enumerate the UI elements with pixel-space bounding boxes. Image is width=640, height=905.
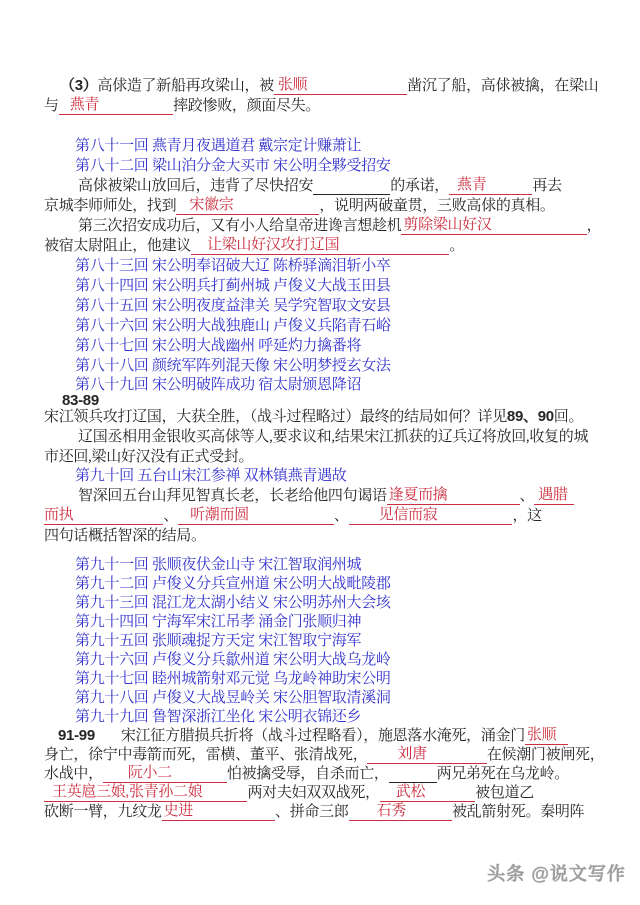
text-run: 宋江征方腊损兵折将（战斗过程略看），施恩落水淹死，涌金门 xyxy=(120,728,525,744)
text-line xyxy=(75,276,391,296)
text-run: 被宿太尉阻止，他建议 xyxy=(44,238,192,254)
text-line xyxy=(75,136,361,156)
text-run: 京城李师师处，找到 xyxy=(44,198,177,214)
text-line xyxy=(44,96,320,116)
answer-blank: 遇腊 xyxy=(534,486,573,505)
text-line xyxy=(44,745,604,765)
text-line xyxy=(58,726,568,746)
text-run: 83-89 xyxy=(62,392,99,409)
chapter-title: 第九十四回 宁海军宋江吊孝 涌金门张顺归神 xyxy=(75,614,362,630)
text-line xyxy=(44,407,583,427)
watermark-source-label: 头条 xyxy=(487,864,532,884)
text-line xyxy=(44,526,206,546)
chapter-title: 第八十四回 宋公明兵打蓟州城 卢俊义大战玉田县 xyxy=(75,278,391,294)
text-line xyxy=(44,783,534,803)
answer-blank: 燕青 xyxy=(449,176,532,195)
text-line xyxy=(78,216,601,236)
answer-blank: 石秀 xyxy=(349,802,452,821)
text-line xyxy=(44,802,584,822)
text-line xyxy=(75,574,391,594)
text-line xyxy=(60,76,598,96)
text-run: 被包道乙 xyxy=(475,785,534,801)
text-run: 两兄弟死在乌龙岭。 xyxy=(436,766,569,782)
chapter-title: 第九十回 五台山宋江参禅 双林镇燕青遇故 xyxy=(75,468,347,484)
text-run: 的承诺， xyxy=(390,178,450,194)
text-line xyxy=(75,316,391,336)
text-line xyxy=(75,375,361,395)
answer-blank: 刘唐 xyxy=(367,745,486,764)
text-line xyxy=(75,593,391,613)
spacer xyxy=(95,726,121,744)
answer-blank: 逢夏而擒 xyxy=(387,486,520,505)
text-run: 、 xyxy=(163,508,179,524)
text-run: 91-99 xyxy=(58,727,95,744)
answer-blank: 张顺 xyxy=(525,726,568,745)
text-line xyxy=(75,612,361,632)
text-run: （3） xyxy=(60,77,98,94)
text-line xyxy=(75,296,391,316)
text-line xyxy=(75,669,391,689)
text-line xyxy=(75,336,361,356)
text-run: 被乱箭射死。秦明阵 xyxy=(451,804,585,820)
text-run: 、 xyxy=(519,488,535,504)
text-line xyxy=(44,196,555,216)
answer-blank: 王英扈三娘,张青孙二娘 xyxy=(44,783,247,802)
text-run: 四句话概括智深的结局。 xyxy=(44,528,206,544)
text-run: 、 xyxy=(333,508,349,524)
text-run: 再去 xyxy=(532,178,562,194)
text-run: ，这 xyxy=(512,508,542,524)
answer-blank: 武松 xyxy=(380,783,475,802)
empty-blank xyxy=(389,764,437,783)
answer-blank: 让梁山好汉攻打辽国 xyxy=(191,236,449,255)
chapter-title: 第八十七回 宋公明大战幽州 呼延灼力擒番将 xyxy=(75,338,362,354)
text-line xyxy=(75,555,361,575)
text-line xyxy=(75,256,391,276)
text-line xyxy=(44,764,569,784)
at-icon: @ xyxy=(531,864,550,884)
text-run: 第三次招安成功后，又有小人给皇帝进谗言想趁机 xyxy=(78,218,402,234)
text-run: 高俅造了新船再攻梁山，被 xyxy=(97,78,274,94)
empty-blank xyxy=(313,176,390,195)
chapter-title: 第九十九回 鲁智深浙江坐化 宋公明衣锦还乡 xyxy=(75,709,362,725)
text-run: 89、90 xyxy=(506,408,554,425)
chapter-title: 第八十二回 梁山泊分金大买市 宋公明全夥受招安 xyxy=(75,158,391,174)
text-line xyxy=(75,631,361,651)
chapter-title: 第九十三回 混江龙太湖小结义 宋公明苏州大会垓 xyxy=(75,595,391,611)
chapter-title: 第八十一回 燕青月夜遇道君 戴宗定计赚萧让 xyxy=(75,138,362,154)
answer-blank: 史进 xyxy=(162,802,275,821)
chapter-title: 第八十八回 颜统军阵列混天像 宋公明梦授玄女法 xyxy=(75,358,391,374)
text-line xyxy=(44,447,253,467)
text-run: 砍断一臂，九纹龙 xyxy=(44,804,162,820)
chapter-title: 第八十九回 宋公明破阵成功 宿太尉颁恩降诏 xyxy=(75,377,362,393)
answer-blank: 见信而寂 xyxy=(349,506,513,525)
text-run: 回。 xyxy=(553,409,584,425)
text-line xyxy=(44,506,542,526)
answer-blank: 张顺 xyxy=(274,76,407,95)
text-line xyxy=(75,650,391,670)
text-run: 两对夫妇双双战死， xyxy=(247,785,380,801)
chapter-title: 第九十八回 卢俊义大战昱岭关 宋公胆智取清溪洞 xyxy=(75,690,391,706)
text-run: 与 xyxy=(44,98,59,114)
text-line xyxy=(78,176,562,196)
watermark-account-name: 说文写作 xyxy=(550,864,626,884)
text-run: 、拼命三郎 xyxy=(275,804,349,820)
text-run: ， xyxy=(586,218,602,234)
answer-blank: 而执 xyxy=(44,506,163,525)
chapter-title: 第九十六回 卢俊义分兵歙州道 宋公明大战乌龙岭 xyxy=(75,652,391,668)
text-line xyxy=(75,688,391,708)
chapter-title: 第九十七回 睦州城箭射邓元觉 乌龙岭神助宋公明 xyxy=(75,671,391,687)
answer-blank: 剪除梁山好汉 xyxy=(401,216,586,235)
text-run: 水战中， xyxy=(44,766,103,782)
text-run: 市还回,梁山好汉没有正式受封。 xyxy=(44,449,254,465)
answer-blank: 阮小二 xyxy=(103,764,227,783)
watermark xyxy=(487,860,626,886)
text-run: 智深回五台山拜见智真长老，长老给他四句谒语 xyxy=(78,488,387,504)
text-run: 宋江领兵攻打辽国，大获全胜，（战斗过程略过）最终的结局如何？详见 xyxy=(44,409,507,425)
text-line xyxy=(75,356,391,376)
answer-blank: 燕青 xyxy=(59,96,173,115)
chapter-title: 第九十五回 张顺魂捉方天定 宋江智取宁海军 xyxy=(75,633,362,649)
chapter-title: 第八十三回 宋公明奉诏破大辽 陈桥驿滴泪斩小卒 xyxy=(75,258,391,274)
answer-blank: 听潮而圆 xyxy=(178,506,334,525)
text-run: 辽国丞相用金银收买高俅等人,要求议和,结果宋江抓获的辽兵辽将放回,收复的城 xyxy=(78,429,589,445)
text-line xyxy=(75,156,391,176)
text-run: 摔跤惨败，颜面尽失。 xyxy=(173,98,321,114)
chapter-title: 第九十一回 张顺夜伏金山寺 宋江智取润州城 xyxy=(75,557,362,573)
text-run: 怕被擒受辱，自杀而亡， xyxy=(226,766,389,782)
text-line xyxy=(44,236,464,256)
text-line xyxy=(78,486,574,506)
text-run: 在候潮门被闸死， xyxy=(486,747,605,763)
text-line xyxy=(75,466,347,486)
text-run: 凿沉了船，高俅被擒，在梁山 xyxy=(407,78,599,94)
chapter-title: 第八十五回 宋公明夜度益津关 吴学究智取文安县 xyxy=(75,298,391,314)
text-line xyxy=(75,707,361,727)
text-run: 高俅被梁山放回后，违背了尽快招安 xyxy=(78,178,314,194)
answer-blank: 宋徽宗 xyxy=(176,196,319,215)
text-run: 。 xyxy=(449,238,465,254)
chapter-title: 第九十二回 卢俊义分兵宣州道 宋公明大战毗陵郡 xyxy=(75,576,391,592)
text-line xyxy=(78,427,588,447)
text-run: ，说明两破童贯，三败高俅的真相。 xyxy=(319,198,555,214)
chapter-title: 第八十六回 宋公明大战独鹿山 卢俊义兵陷青石峪 xyxy=(75,318,391,334)
text-run: 身亡，徐宁中毒箭而死，雷横、董平、张清战死， xyxy=(44,747,368,763)
